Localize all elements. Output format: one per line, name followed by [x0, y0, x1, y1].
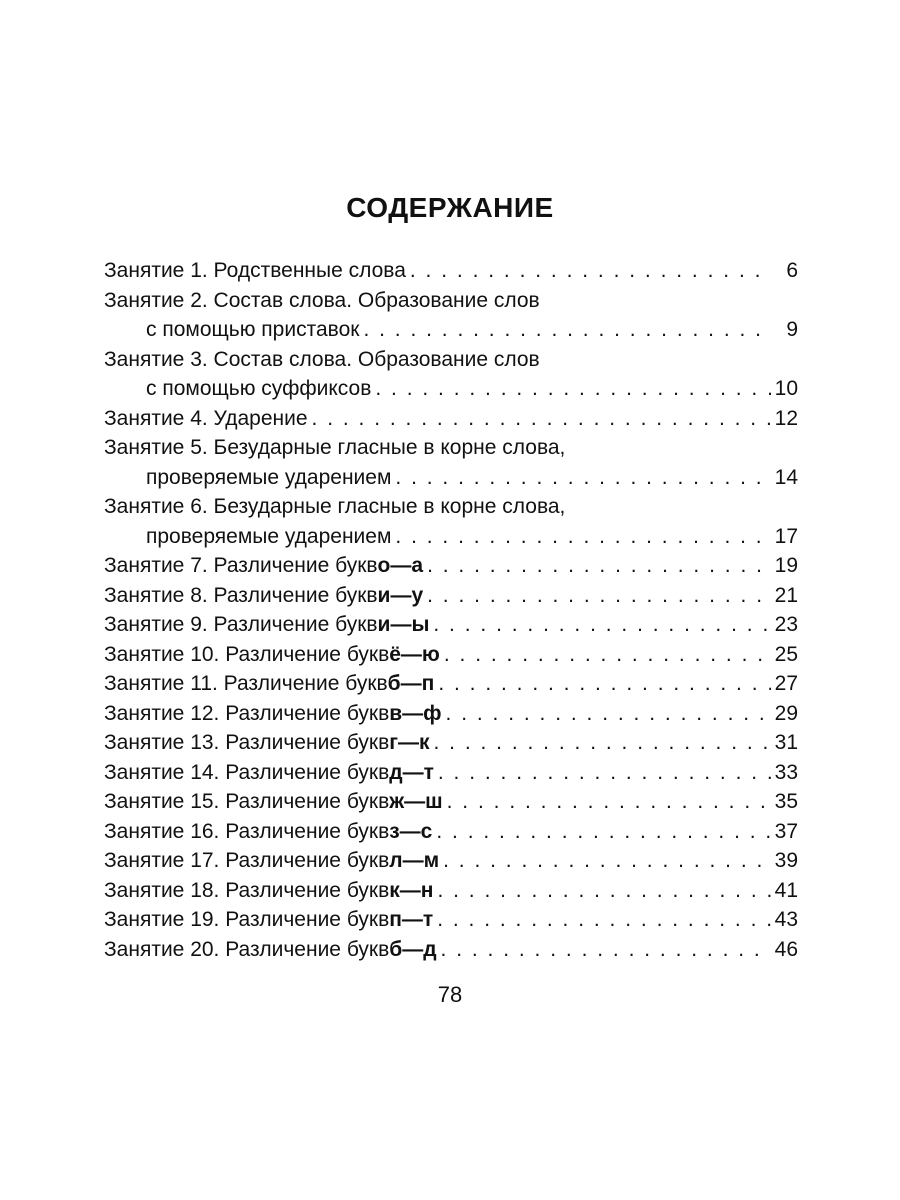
toc-entry-label: Занятие 5. Безударные гласные в корне слова,: [104, 436, 566, 459]
toc-entry-label: Занятие 12. Различение букв: [104, 701, 390, 725]
toc-entry: [104, 640, 798, 670]
toc-entry-label: Занятие 9. Различение букв: [104, 613, 378, 636]
toc-entry-label: проверяемые ударением: [146, 465, 392, 489]
toc-entry-page: 19: [774, 554, 798, 577]
toc-entry-line: [104, 404, 798, 434]
toc-entry-line: [104, 758, 798, 788]
toc-entry: [104, 581, 798, 611]
toc-entry: [104, 433, 798, 492]
toc-entry-page: 29: [774, 701, 798, 725]
toc-entry-label: Занятие 3. Состав слова. Образование слов: [104, 347, 540, 371]
toc-entry-label: Занятие 6. Безударные гласные в корне слова,: [104, 495, 566, 518]
toc-entry-label: Занятие 2. Состав слова. Образование слов: [104, 288, 540, 312]
toc-entry-letters: в—ф: [389, 701, 442, 725]
toc-entry-label: Занятие 18. Различение букв: [104, 878, 390, 902]
toc-entry: [104, 286, 798, 345]
dot-leader: [375, 374, 770, 404]
toc-entry-line: [104, 935, 798, 965]
toc-entry-line: [104, 640, 798, 670]
toc-entry-label: Занятие 11. Различение букв: [104, 672, 388, 695]
toc-entry-letters: г—к: [389, 731, 430, 754]
toc-entry-line: [104, 787, 798, 817]
dot-leader: [436, 817, 770, 847]
dot-leader: [410, 256, 772, 286]
toc-entry-letters: д—т: [389, 760, 434, 784]
toc-entry: [104, 551, 798, 581]
toc-entry-line: [104, 699, 798, 729]
toc-entry-letters: з—с: [389, 819, 433, 843]
dot-leader: [441, 935, 771, 965]
toc-entry: [104, 876, 798, 906]
toc-entry-label: Занятие 13. Различение букв: [104, 731, 390, 754]
toc-entry-continuation: [104, 463, 798, 493]
toc-entry-line: [104, 345, 798, 375]
toc-entry: [104, 492, 798, 551]
dot-leader: [427, 551, 771, 581]
toc-entry-letters: б—п: [387, 672, 435, 695]
toc-entry-letters: о—а: [377, 554, 424, 577]
toc-entry: [104, 846, 798, 876]
toc-entry-continuation: [104, 374, 798, 404]
dot-leader: [446, 699, 771, 729]
toc-entry-label: Занятие 14. Различение букв: [104, 760, 390, 784]
toc-entry-label: Занятие 15. Различение букв: [104, 790, 390, 813]
toc-entry-page: 10: [774, 377, 798, 400]
toc-entry-page: 41: [774, 878, 798, 902]
toc-entry-letters: и—ы: [377, 613, 430, 636]
dot-leader: [434, 728, 771, 758]
toc-entry-line: [104, 817, 798, 847]
toc-entry-page: 35: [774, 790, 798, 813]
toc-entry-page: 21: [774, 583, 798, 607]
toc-entry-line: [104, 610, 798, 640]
dot-leader: [395, 463, 770, 493]
dot-leader: [437, 876, 770, 906]
toc-entry-line: [104, 551, 798, 581]
toc-entry-page: 14: [774, 465, 798, 489]
toc-entry-label: Занятие 10. Различение букв: [104, 642, 390, 666]
toc-entry-page: 46: [774, 937, 798, 961]
toc-entry: [104, 817, 798, 847]
toc-entry-letters: б—д: [389, 937, 437, 961]
toc-entry: [104, 728, 798, 758]
toc-entry-line: [104, 846, 798, 876]
page-title: СОДЕРЖАНИЕ: [346, 192, 554, 223]
toc-entry-label: Занятие 16. Различение букв: [104, 819, 390, 843]
toc-entry: [104, 699, 798, 729]
dot-leader: [437, 905, 770, 935]
toc-entry-continuation: [104, 315, 798, 345]
dot-leader: [444, 640, 771, 670]
dot-leader: [433, 610, 770, 640]
toc-entry: [104, 787, 798, 817]
toc-entry-label: Занятие 8. Различение букв: [104, 583, 378, 607]
toc-entry-line: [104, 728, 798, 758]
toc-entry-label: с помощью приставок: [146, 318, 360, 341]
dot-leader: [427, 581, 771, 611]
toc-entry: [104, 905, 798, 935]
toc-entry-page: 33: [774, 760, 798, 784]
toc-entry-page: 39: [774, 849, 798, 872]
toc-entry: [104, 404, 798, 434]
toc-entry: [104, 256, 798, 286]
dot-leader: [363, 315, 772, 345]
toc-entry: [104, 669, 798, 699]
toc-entry-line: [104, 876, 798, 906]
dot-leader: [312, 404, 771, 434]
toc-entry-line: [104, 256, 798, 286]
toc-entry-label: Занятие 1. Родственные слова: [104, 259, 406, 282]
toc-entry-page: 25: [774, 642, 798, 666]
toc-entry-label: Занятие 17. Различение букв: [104, 849, 390, 872]
dot-leader: [395, 522, 770, 552]
toc-entry-letters: и—у: [377, 583, 424, 607]
toc-entry-page: 31: [774, 731, 798, 754]
toc-entry-line: [104, 286, 798, 316]
toc-entry-letters: ё—ю: [389, 642, 440, 666]
toc-entry-page: 9: [786, 318, 798, 341]
toc-entry-label: Занятие 4. Ударение: [104, 406, 308, 430]
toc-entry-page: 6: [786, 259, 798, 282]
toc-entry: [104, 610, 798, 640]
dot-leader: [443, 846, 771, 876]
toc-entry-letters: л—м: [389, 849, 440, 872]
toc-entry: [104, 935, 798, 965]
toc-entry-page: 37: [774, 819, 798, 843]
toc-entry-label: Занятие 7. Различение букв: [104, 554, 378, 577]
toc-entry-label: Занятие 20. Различение букв: [104, 937, 390, 961]
toc-entry-label: с помощью суффиксов: [146, 377, 372, 400]
toc-entry-line: [104, 492, 798, 522]
toc-entry-line: [104, 905, 798, 935]
toc-entry: [104, 758, 798, 788]
toc-entry-label: проверяемые ударением: [146, 524, 392, 548]
toc-entry-letters: ж—ш: [389, 790, 443, 813]
toc-entry-line: [104, 669, 798, 699]
toc-entry-page: 12: [774, 406, 798, 430]
toc-entry-letters: к—н: [389, 878, 434, 902]
toc-entry-line: [104, 581, 798, 611]
toc-entry-continuation: [104, 522, 798, 552]
page-number: 78: [437, 982, 463, 1007]
dot-leader: [438, 669, 770, 699]
toc-entry-line: [104, 433, 798, 463]
toc-entry-page: 23: [774, 613, 798, 636]
toc-entry-page: 43: [774, 908, 798, 931]
dot-leader: [447, 787, 771, 817]
table-of-contents: [104, 256, 798, 964]
dot-leader: [438, 758, 771, 788]
toc-entry-label: Занятие 19. Различение букв: [104, 908, 390, 931]
toc-entry-letters: п—т: [389, 908, 434, 931]
toc-entry-page: 27: [774, 672, 798, 695]
toc-entry: [104, 345, 798, 404]
toc-entry-page: 17: [774, 524, 798, 548]
